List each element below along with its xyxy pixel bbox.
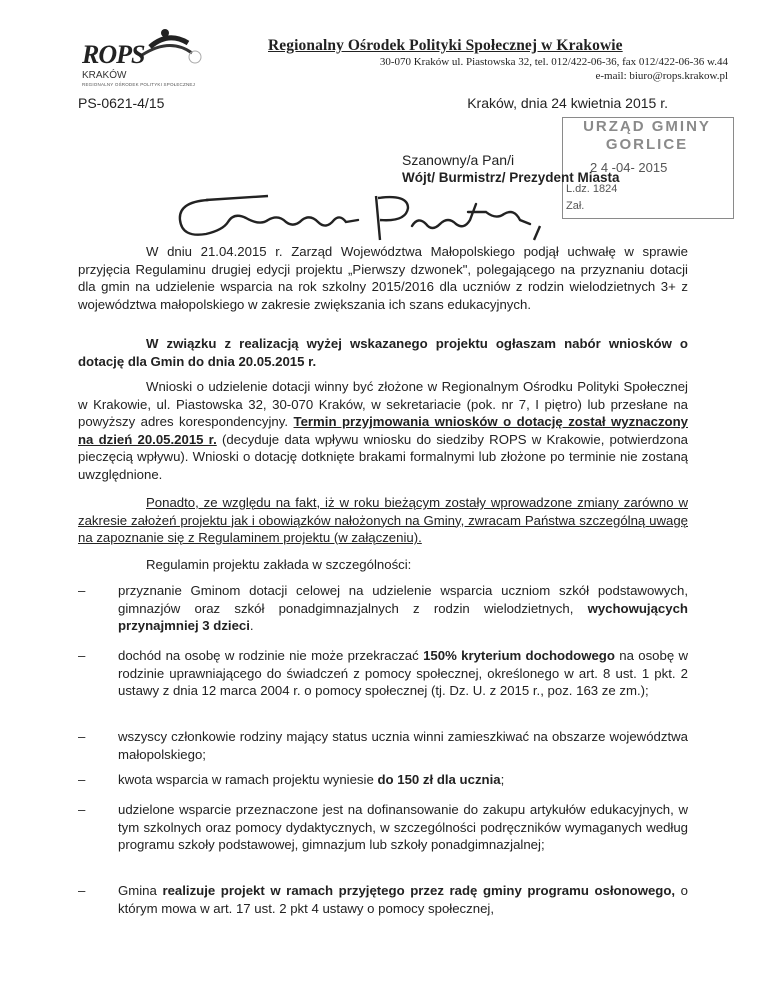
list-item-emphasis: realizuje projekt w ramach przyjętego przez radę gminy programu osłonowego, — [162, 883, 676, 898]
list-dash: – — [78, 583, 86, 598]
list-dash: – — [78, 729, 86, 744]
submission-note: (decyduje data wpływu wniosku do siedziby ROPS w Krakowie, potwierdzona pieczęcią wpływu). Wnioski o dotację dotknięte brakami formalnymi lub złożone po terminie nie zostaną uwzględnione. — [78, 431, 688, 482]
logo-text: ROPS — [82, 40, 145, 69]
paragraph-changes: Ponadto, ze względu na fakt, iż w roku bieżącym zostały wprowadzone zmiany zarówno w zakresie założeń projektu jak i obowiązków nałożonych na Gminy, zwracam Państwa szczególną uwagę na zapoznanie się z Regulaminem projektu (w załączeniu). — [78, 495, 688, 545]
organization-email: e-mail: biuro@rops.krakow.pl — [595, 70, 728, 82]
list-item — [78, 728, 688, 763]
organization-name: Regionalny Ośrodek Polityki Społecznej w Krakowie — [268, 37, 623, 54]
list-item-text: Gmina — [118, 883, 157, 898]
document-date: Kraków, dnia 24 kwietnia 2015 r. — [467, 95, 668, 111]
stamp-attachments: Zał. — [566, 200, 585, 212]
list-item: – kwota wsparcia w ramach projektu wyniesie do 150 zł dla ucznia; — [78, 772, 505, 787]
list-item-text: wszyscy członkowie rodziny mający status ucznia winni zamieszkiwać na obszarze województwa małopolskiego; — [118, 729, 688, 762]
addressee-line-1: Szanowny/a Pan/i — [402, 152, 515, 168]
list-item-text: na osobę w rodzinie uprawniającego do świadczeń z pomocy społecznej, określonego w art. 8 ust. 1 pkt. 2 ustawy z dnia 12 marca 2004 r. o pomocy społecznej (tj. Dz. U. z 2015 r., poz. 163 ze zm.); — [118, 648, 689, 698]
stamp-received-date: 2 4 -04- 2015 — [590, 160, 668, 175]
list-item — [78, 801, 688, 854]
list-dash: – — [78, 772, 86, 787]
list-item: – przyznanie Gminom dotacji celowej na udzielenie wsparcia uczniom szkół podstawowych, gimnazjów oraz szkół ponadgimnazjalnych z rodzin wielodzietnych, wychowujących przynajmniej 3 dzieci. — [78, 583, 688, 633]
list-item-emphasis: do 150 zł dla ucznia — [377, 772, 501, 787]
list-dash: – — [78, 802, 86, 817]
paragraph-submission — [78, 378, 688, 483]
submission-text: Wnioski o udzielenie dotacji winny być złożone w Regionalnym Ośrodku Polityki Społecznej w Krakowie, ul. Piastowska 32, 30-070 Kraków, w sekretariacie (pok. nr 7, I piętro) lub przesłane na powyższy adres korespondencyjny. — [78, 379, 688, 429]
reference-number: PS-0621-4/15 — [78, 95, 165, 111]
organization-address: 30-070 Kraków ul. Piastowska 32, tel. 012/422-06-36, fax 012/422-06-36 w.44 — [379, 56, 728, 68]
paragraph-announcement: W związku z realizacją wyżej wskazanego projektu ogłaszam nabór wniosków o dotację dla Gmin do dnia 20.05.2015 r. — [78, 336, 688, 369]
list-item-text: kwota wsparcia w ramach projektu wyniesie — [118, 772, 374, 787]
list-item-text: dochód na osobę w rodzinie nie może przekraczać — [118, 648, 419, 663]
handwritten-salutation — [168, 190, 558, 248]
stamp-office-city: GORLICE — [605, 136, 689, 153]
paragraph-rules-intro: Regulamin projektu zakłada w szczególności: — [146, 557, 412, 572]
stamp-register-number: L.dz. 1824 — [566, 183, 618, 195]
list-item — [78, 882, 688, 917]
submission-deadline: Termin przyjmowania wniosków o dotację został wyznaczony na dzień 20.05.2015 r. — [78, 414, 688, 447]
list-item-text: o którym mowa w art. 17 ust. 2 pkt 4 ustawy o pomocy społecznej, — [118, 883, 689, 916]
paragraph-resolution: W dniu 21.04.2015 r. Zarząd Województwa Małopolskiego podjął uchwałę w sprawie przyjęcia Regulaminu drugiej edycji projektu „Pierwszy dzwonek", polegającego na przyznaniu dotacji dla gmin na udzielenie wsparcia na rok szkolny 2015/2016 dla uczniów z rodzin wielodzietnych 3+ z województwa małopolskiego w zakresie zwiększania ich szans edukacyjnych. — [78, 244, 688, 312]
logo-subtitle: REGIONALNY OŚRODEK POLITYKI SPOŁECZNEJ — [82, 82, 196, 87]
list-item-text: udzielone wsparcie przeznaczone jest na dofinansowanie do zakupu artykułów edukacyjnych, w tym szkolnych oraz pomocy dydaktycznych, w szczególności podręczników wymaganych według programu szkoły podstawowej, gimnazjum lub szkoły ponadgimnazjalnej; — [118, 802, 688, 852]
list-item-text: przyznanie Gminom dotacji celowej na udzielenie wsparcia uczniom szkół podstawowych, gimnazjów oraz szkół ponadgimnazjalnych z rodzin wielodzietnych, — [118, 583, 688, 616]
list-item-emphasis: 150% kryterium dochodowego — [423, 648, 615, 663]
addressee-line-2: Wójt/ Burmistrz/ Prezydent Miasta — [402, 170, 620, 185]
list-item-emphasis: wychowujących przynajmniej 3 dzieci — [118, 600, 688, 633]
list-item — [78, 647, 688, 700]
logo-city: KRAKÓW — [82, 70, 127, 81]
list-dash: – — [78, 883, 86, 898]
stamp-office-name: URZĄD GMINY — [583, 118, 711, 135]
list-dash: – — [78, 648, 86, 663]
